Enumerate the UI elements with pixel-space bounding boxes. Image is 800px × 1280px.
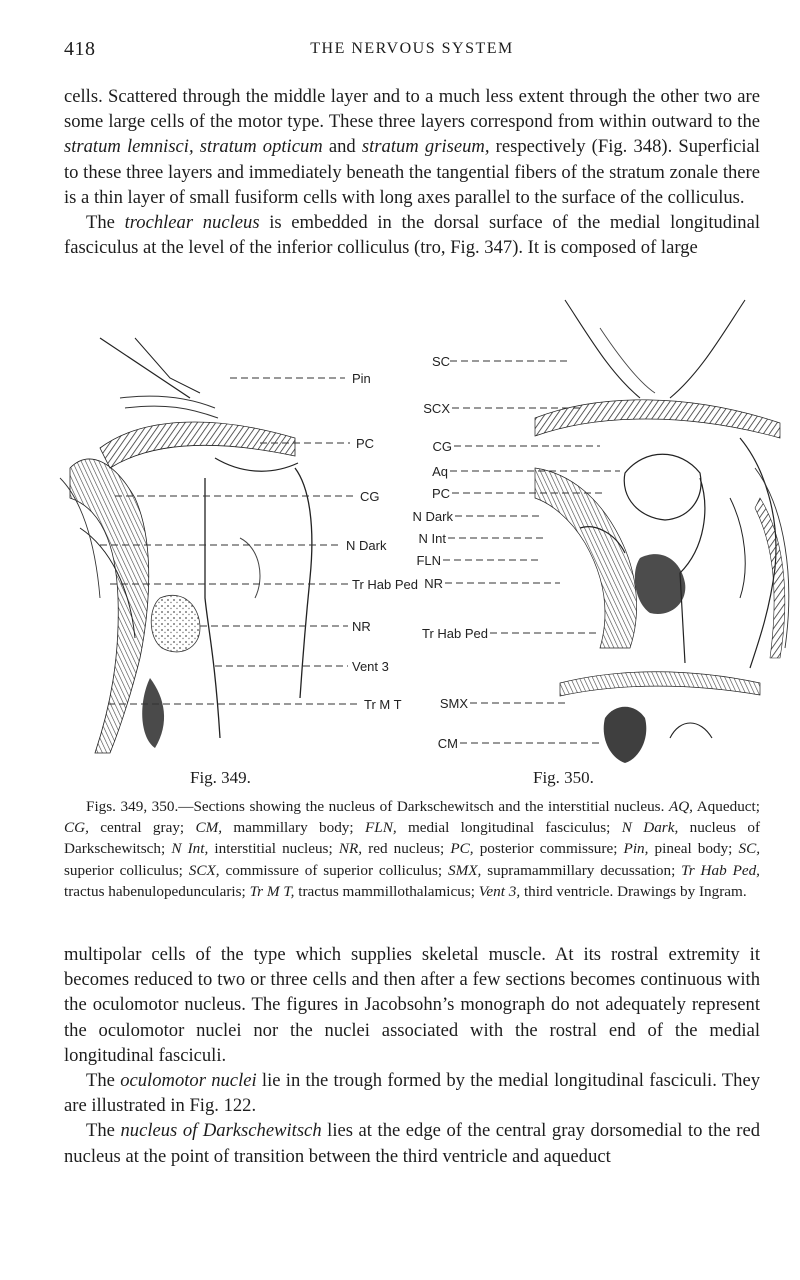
text-run: Aqueduct; bbox=[692, 798, 760, 815]
text-run: The bbox=[86, 1070, 121, 1092]
text-run: central gray; bbox=[88, 819, 196, 837]
fig349-label: NR bbox=[352, 619, 371, 634]
italic-run: N Dark, bbox=[621, 819, 679, 837]
text-run: superior colliculus; bbox=[64, 861, 189, 879]
figure-350-drawing bbox=[413, 300, 789, 763]
fig350-label: NR bbox=[424, 576, 443, 591]
italic-run: Pin, bbox=[623, 840, 649, 858]
text-run: is embedded in the dorsal surface of the medial longitudinal fasciculus at the level of the inferior colliculus (tro, Fig. 347). It is composed of large bbox=[64, 212, 760, 259]
italic-run: Vent 3, bbox=[478, 882, 521, 900]
text-run: multipolar cells of the type which supplies skeletal muscle. At its rostral extremity it becomes reduced to two or three cells and then after a few sections becomes continuous with the oculomotor nucleus. The figures in Jacobsohn’s monograph do not adequately represent the oculomotor nuclei nor the nuclei associated with the rostral end of the medial longitudinal fasciculi. bbox=[64, 944, 760, 1066]
running-head bbox=[64, 38, 760, 62]
italic-run: stratum griseum, bbox=[361, 136, 490, 158]
italic-run: CM, bbox=[195, 819, 223, 837]
fig350-label: N Int bbox=[418, 531, 446, 546]
fig350-label: CG bbox=[432, 439, 452, 454]
paragraph bbox=[64, 1118, 760, 1168]
text-run: posterior commissure; bbox=[473, 840, 624, 858]
paragraph bbox=[64, 84, 760, 210]
text-run: tractus habenulopeduncularis; bbox=[64, 882, 250, 900]
text-run: and bbox=[322, 136, 362, 158]
fig349-label: Vent 3 bbox=[352, 659, 389, 674]
italic-run: FLN, bbox=[364, 819, 397, 837]
italic-run: NR, bbox=[338, 840, 363, 858]
fig349-label: N Dark bbox=[346, 538, 387, 553]
italic-run: Tr Hab Ped, bbox=[681, 861, 760, 879]
fig349-label: PC bbox=[356, 436, 375, 451]
text-run: The bbox=[86, 212, 125, 234]
text-run: cells. Scattered through the middle layer and to a much less extent through the other two are some large cells of the motor type. These three layers correspond from within outward to the bbox=[64, 86, 760, 133]
text-run: red nucleus; bbox=[362, 840, 451, 858]
text-run: respectively (Fig. 348). Superficial to these three layers and immediately beneath the tangential fibers of the stratum zonale there is a thin layer of small fusiform cells with long axes parallel to the surface of the colliculus. bbox=[64, 136, 760, 208]
body-text-bottom bbox=[64, 942, 760, 1169]
italic-run: SC, bbox=[738, 840, 761, 858]
text-run: medial longitudinal fasciculus; bbox=[396, 819, 622, 837]
paragraph bbox=[64, 210, 760, 260]
fig350-label: SCX bbox=[423, 401, 450, 416]
body-text-top bbox=[64, 84, 760, 260]
paragraph bbox=[64, 942, 760, 1068]
text-run: supramammillary decussation; bbox=[481, 861, 682, 879]
fig350-label: CM bbox=[437, 736, 458, 751]
fig350-label: Aq bbox=[432, 464, 448, 479]
italic-run: SMX, bbox=[448, 861, 482, 879]
italic-run: oculomotor nuclei bbox=[120, 1070, 257, 1092]
italic-run: AQ, bbox=[668, 798, 693, 815]
fig-349-label: Fig. 349. bbox=[190, 768, 251, 787]
italic-run: N Int, bbox=[171, 840, 209, 858]
page-number: 418 bbox=[64, 38, 96, 60]
figures-drawing bbox=[40, 298, 800, 768]
text-run: Figs. 349, 350.—Sections showing the nucleus of Darkschewitsch and the interstitial nucleus. bbox=[86, 798, 669, 815]
fig350-label: Tr Hab Ped bbox=[422, 626, 488, 641]
italic-run: Tr M T, bbox=[249, 882, 295, 900]
text-run: lie in the trough formed by the medial longitudinal fasciculi. They are illustrated in Fig. 122. bbox=[64, 1070, 761, 1117]
fig-350-label: Fig. 350. bbox=[533, 768, 594, 787]
fig350-label: SC bbox=[431, 354, 450, 369]
italic-run: CG, bbox=[64, 819, 89, 837]
running-title: THE NERVOUS SYSTEM bbox=[310, 40, 514, 57]
fig349-label: Tr M T bbox=[364, 697, 402, 712]
text-run: tractus mammillothalamicus; bbox=[294, 882, 479, 900]
text-run: pineal body; bbox=[648, 840, 739, 858]
fig349-label: Pin bbox=[352, 371, 371, 386]
figure-area bbox=[40, 298, 800, 768]
fig349-label: Tr Hab Ped bbox=[352, 577, 418, 592]
text-run: nucleus of Darkschewitsch; bbox=[64, 819, 761, 858]
italic-run: nucleus of Darkschewitsch bbox=[120, 1120, 322, 1142]
fig349-label: CG bbox=[360, 489, 380, 504]
italic-run: SCX, bbox=[188, 861, 220, 879]
figure-349-drawing bbox=[60, 338, 418, 753]
italic-run: PC, bbox=[450, 840, 474, 858]
fig350-label: FLN bbox=[416, 553, 441, 568]
text-run: lies at the edge of the central gray dorsomedial to the red nucleus at the point of transition between the third ventricle and aqueduct bbox=[64, 1120, 760, 1167]
text-run: third ventricle. Drawings by Ingram. bbox=[520, 882, 747, 900]
paragraph bbox=[64, 1068, 760, 1118]
text-run: commissure of superior colliculus; bbox=[219, 861, 449, 879]
fig350-label: N Dark bbox=[412, 509, 453, 524]
text-run: mammillary body; bbox=[222, 819, 365, 837]
text-run: The bbox=[86, 1120, 121, 1142]
figure-caption bbox=[64, 796, 760, 902]
italic-run: stratum lemnisci, stratum opticum bbox=[64, 136, 323, 158]
text-run: interstitial nucleus; bbox=[208, 840, 339, 858]
italic-run: trochlear nucleus bbox=[124, 212, 260, 234]
caption-text bbox=[64, 796, 760, 902]
fig350-label: PC bbox=[431, 486, 450, 501]
fig350-label: SMX bbox=[439, 696, 468, 711]
